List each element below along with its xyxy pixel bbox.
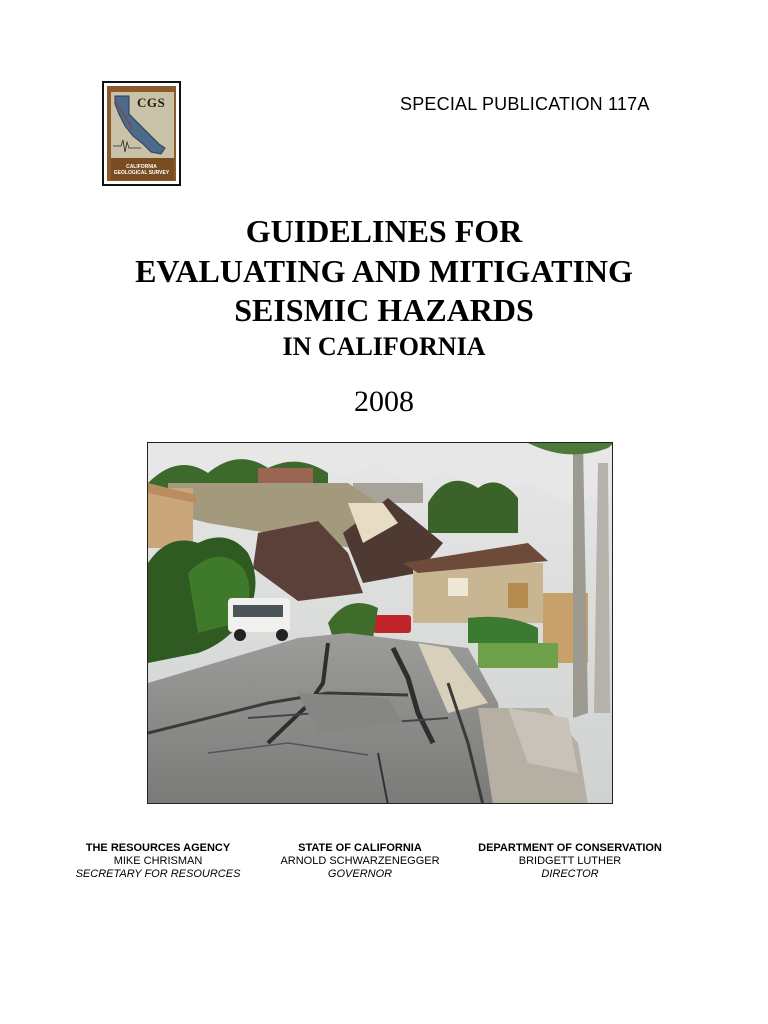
credit-heading: STATE OF CALIFORNIA <box>298 842 422 854</box>
cgs-logo <box>102 81 181 186</box>
credit-role: SECRETARY FOR RESOURCES <box>75 868 241 880</box>
credit-name: ARNOLD SCHWARZENEGGER <box>280 855 440 867</box>
credit-role: DIRECTOR <box>541 868 599 880</box>
credit-state-of-california <box>270 842 450 881</box>
credit-heading: DEPARTMENT OF CONSERVATION <box>478 842 662 854</box>
title-line-1: GUIDELINES FOR <box>245 213 523 249</box>
cgs-logo-caption <box>107 164 176 176</box>
earthquake-damage-photo <box>147 442 613 804</box>
landslide-street-illustration <box>148 443 613 804</box>
title-line-2: EVALUATING AND MITIGATING <box>135 253 633 289</box>
cgs-logo-caption-line2: GEOLOGICAL SURVEY <box>113 170 170 176</box>
cgs-logo-abbr: CGS <box>137 95 166 110</box>
cgs-logo-field <box>107 86 176 181</box>
publication-number: SPECIAL PUBLICATION 117A <box>400 94 650 114</box>
credit-name: BRIDGETT LUTHER <box>518 855 622 867</box>
credit-resources-agency <box>68 842 248 881</box>
credits-block <box>0 842 768 892</box>
publication-year: 2008 <box>354 385 414 418</box>
cgs-logo-caption-line1: CALIFORNIA <box>126 164 157 170</box>
title-line-4: IN CALIFORNIA <box>282 332 486 361</box>
credit-role: GOVERNOR <box>327 868 393 880</box>
title-line-3: SEISMIC HAZARDS <box>234 292 534 328</box>
credit-heading: THE RESOURCES AGENCY <box>85 842 231 854</box>
credit-department-of-conservation <box>465 842 675 881</box>
credit-name: MIKE CHRISMAN <box>113 855 203 867</box>
